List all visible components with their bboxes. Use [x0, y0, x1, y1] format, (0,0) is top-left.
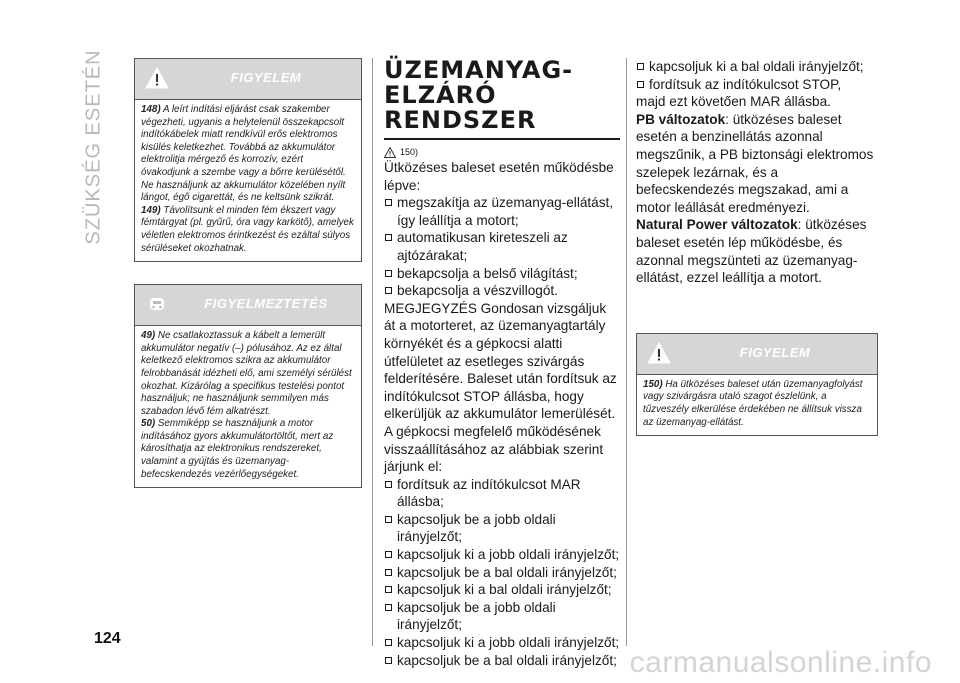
- checkbox-bullet-icon: [385, 604, 392, 611]
- car-caution-icon: [145, 292, 169, 316]
- column-right: [636, 58, 878, 436]
- procedure-text: A gépkocsi megfelelő működésének visszaállításához az alábbiak szerint járjunk el:: [384, 423, 604, 475]
- list-item: kapcsoljuk ki a bal oldali irányjelzőt;: [636, 58, 878, 76]
- checkbox-bullet-icon: [385, 569, 392, 576]
- list-item: kapcsoljuk be a bal oldali irányjelzőt;: [384, 564, 620, 582]
- warning-header: [637, 334, 877, 375]
- warning-body: [135, 100, 361, 261]
- natural-power-paragraph: Natural Power változatok: ütközéses baleset esetén lép működésbe, és azonnal megszünteti az üzemanyag-ellátást, ezzel leállítja a motort.: [636, 217, 867, 286]
- caution-title: FIGYELMEZTETÉS: [204, 296, 328, 312]
- column-divider: [626, 58, 627, 646]
- note-text: MEGJEGYZÉS Gondosan vizsgáljuk át a motorteret, az üzemanyagtartály környékét és a gépkocsi alatti útfelületet az esetleges szivárgás felderítésére. Baleset után fordítsuk az indítókulcsot STOP állásba, hogy elkerüljük az akkumulátor lemerülését.: [384, 300, 617, 422]
- checkbox-bullet-icon: [385, 657, 392, 664]
- checkbox-bullet-icon: [385, 551, 392, 558]
- list-item: kapcsoljuk be a bal oldali irányjelzőt;: [384, 652, 620, 670]
- warning-item: 148) A leírt indítási eljárást csak szakember végezheti, ugyanis a helytelenül összekapcsolt indítókábelek miatt rendkívül erős elektromos kisülés keletkezhet. Továbbá az akkumulátor elektrolitja mérgező és korrozív, ezért óvakodjunk a szembe vagy a bőrre kerülésétől. Ne használjunk az akkumulátor közelében nyílt lángot, égő cigarettát, és ne keltsünk szikrát.: [141, 104, 346, 204]
- warning-reference: 150): [384, 145, 620, 159]
- warning-item: 150) Ha ütközéses baleset után üzemanyagfolyást vagy szivárgásra utaló szagot észlelünk, a tűzveszély elkerülése érdekében ne állítsuk vissza az üzemanyag-ellátást.: [643, 378, 863, 428]
- list-item: bekapcsolja a vészvillogót.: [384, 282, 620, 300]
- caution-item: 50) Semmiképp se használjunk a motor indításához gyors akkumulátortöltőt, mert az károsíthatja az elektronikus rendszereket, valamint a gyújtás és üzemanyag-befecskendezés vezérlőegységeket.: [141, 418, 334, 480]
- intro-text: Ütközéses baleset esetén működésbe lépve:: [384, 160, 614, 193]
- list-item: megszakítja az üzemanyag-ellátást, így leállítja a motort;: [384, 194, 620, 229]
- checkbox-bullet-icon: [385, 234, 392, 241]
- page-number: 124: [94, 630, 121, 647]
- title-rule: [384, 138, 620, 140]
- warning-title: FIGYELEM: [230, 70, 302, 85]
- checkbox-bullet-icon: [385, 586, 392, 593]
- caution-header: [135, 285, 361, 326]
- section-title: ÜZEMANYAG- ELZÁRÓ RENDSZER: [384, 56, 574, 134]
- watermark-url: carmanualsonline.info: [629, 646, 932, 679]
- list-item: fordítsuk az indítókulcsot STOP,: [636, 76, 878, 94]
- list-item: kapcsoljuk ki a jobb oldali irányjelzőt;: [384, 546, 620, 564]
- warning-title: FIGYELEM: [739, 344, 811, 360]
- warning-triangle-icon: [145, 66, 169, 90]
- warning-item: 149) Távolítsunk el minden fém ékszert vagy fémtárgyat (pl. gyűrű, óra vagy karkötő), amelyek véletlen elektromos érintkezést és ezáltal súlyos sérüléseket okozhatnak.: [141, 204, 354, 254]
- warning-box: [134, 58, 362, 262]
- checkbox-bullet-icon: [385, 270, 392, 277]
- column-left: [134, 58, 362, 488]
- caution-body: [135, 326, 361, 487]
- warning-small-icon: [384, 147, 396, 158]
- checkbox-bullet-icon: [385, 199, 392, 206]
- checkbox-bullet-icon: [637, 81, 644, 88]
- list-item: kapcsoljuk ki a jobb oldali irányjelzőt;: [384, 634, 620, 652]
- warning-triangle-icon: [647, 341, 671, 365]
- checkbox-bullet-icon: [385, 516, 392, 523]
- caution-box: [134, 284, 362, 488]
- warning-box: [636, 333, 878, 436]
- warning-header: [135, 59, 361, 100]
- list-item: kapcsoljuk be a jobb oldali irányjelzőt;: [384, 599, 620, 634]
- list-item: fordítsuk az indítókulcsot MAR állásba;: [384, 476, 620, 511]
- continuation-text: majd ezt követően MAR állásba.: [636, 94, 831, 110]
- list-item: bekapcsolja a belső világítást;: [384, 265, 620, 283]
- column-middle: [384, 58, 620, 669]
- caution-item: 49) Ne csatlakoztassuk a kábelt a lemerült akkumulátor negatív (–) pólusához. Az ez által keletkező elektromos szikra az akkumulátor felrobbanását idézheti elő, ami személyi sérülést okozhat. Kizárólag a specifikus testelési pontot használjuk; ne használjunk semmilyen más szabadon lévő fém alkatrészt.: [141, 330, 352, 417]
- list-item: automatikusan kireteszeli az ajtózárakat;: [384, 229, 620, 264]
- checkbox-bullet-icon: [385, 481, 392, 488]
- pb-versions-paragraph: PB változatok: ütközéses baleset esetén a benzinellátás azonnal megszűnik, a PB biztonsági elektromos szelepek lezárnak, és a befecskendezés megszakad, ami a motor leállását eredményezi.: [636, 111, 874, 215]
- checkbox-bullet-icon: [385, 287, 392, 294]
- chapter-side-title: SZÜKSÉG ESETÉN: [82, 49, 105, 245]
- checkbox-bullet-icon: [385, 639, 392, 646]
- warning-body: [637, 375, 877, 435]
- checkbox-bullet-icon: [637, 63, 644, 70]
- list-item: kapcsoljuk ki a bal oldali irányjelzőt;: [384, 581, 620, 599]
- column-divider: [372, 58, 373, 646]
- list-item: kapcsoljuk be a jobb oldali irányjelzőt;: [384, 511, 620, 546]
